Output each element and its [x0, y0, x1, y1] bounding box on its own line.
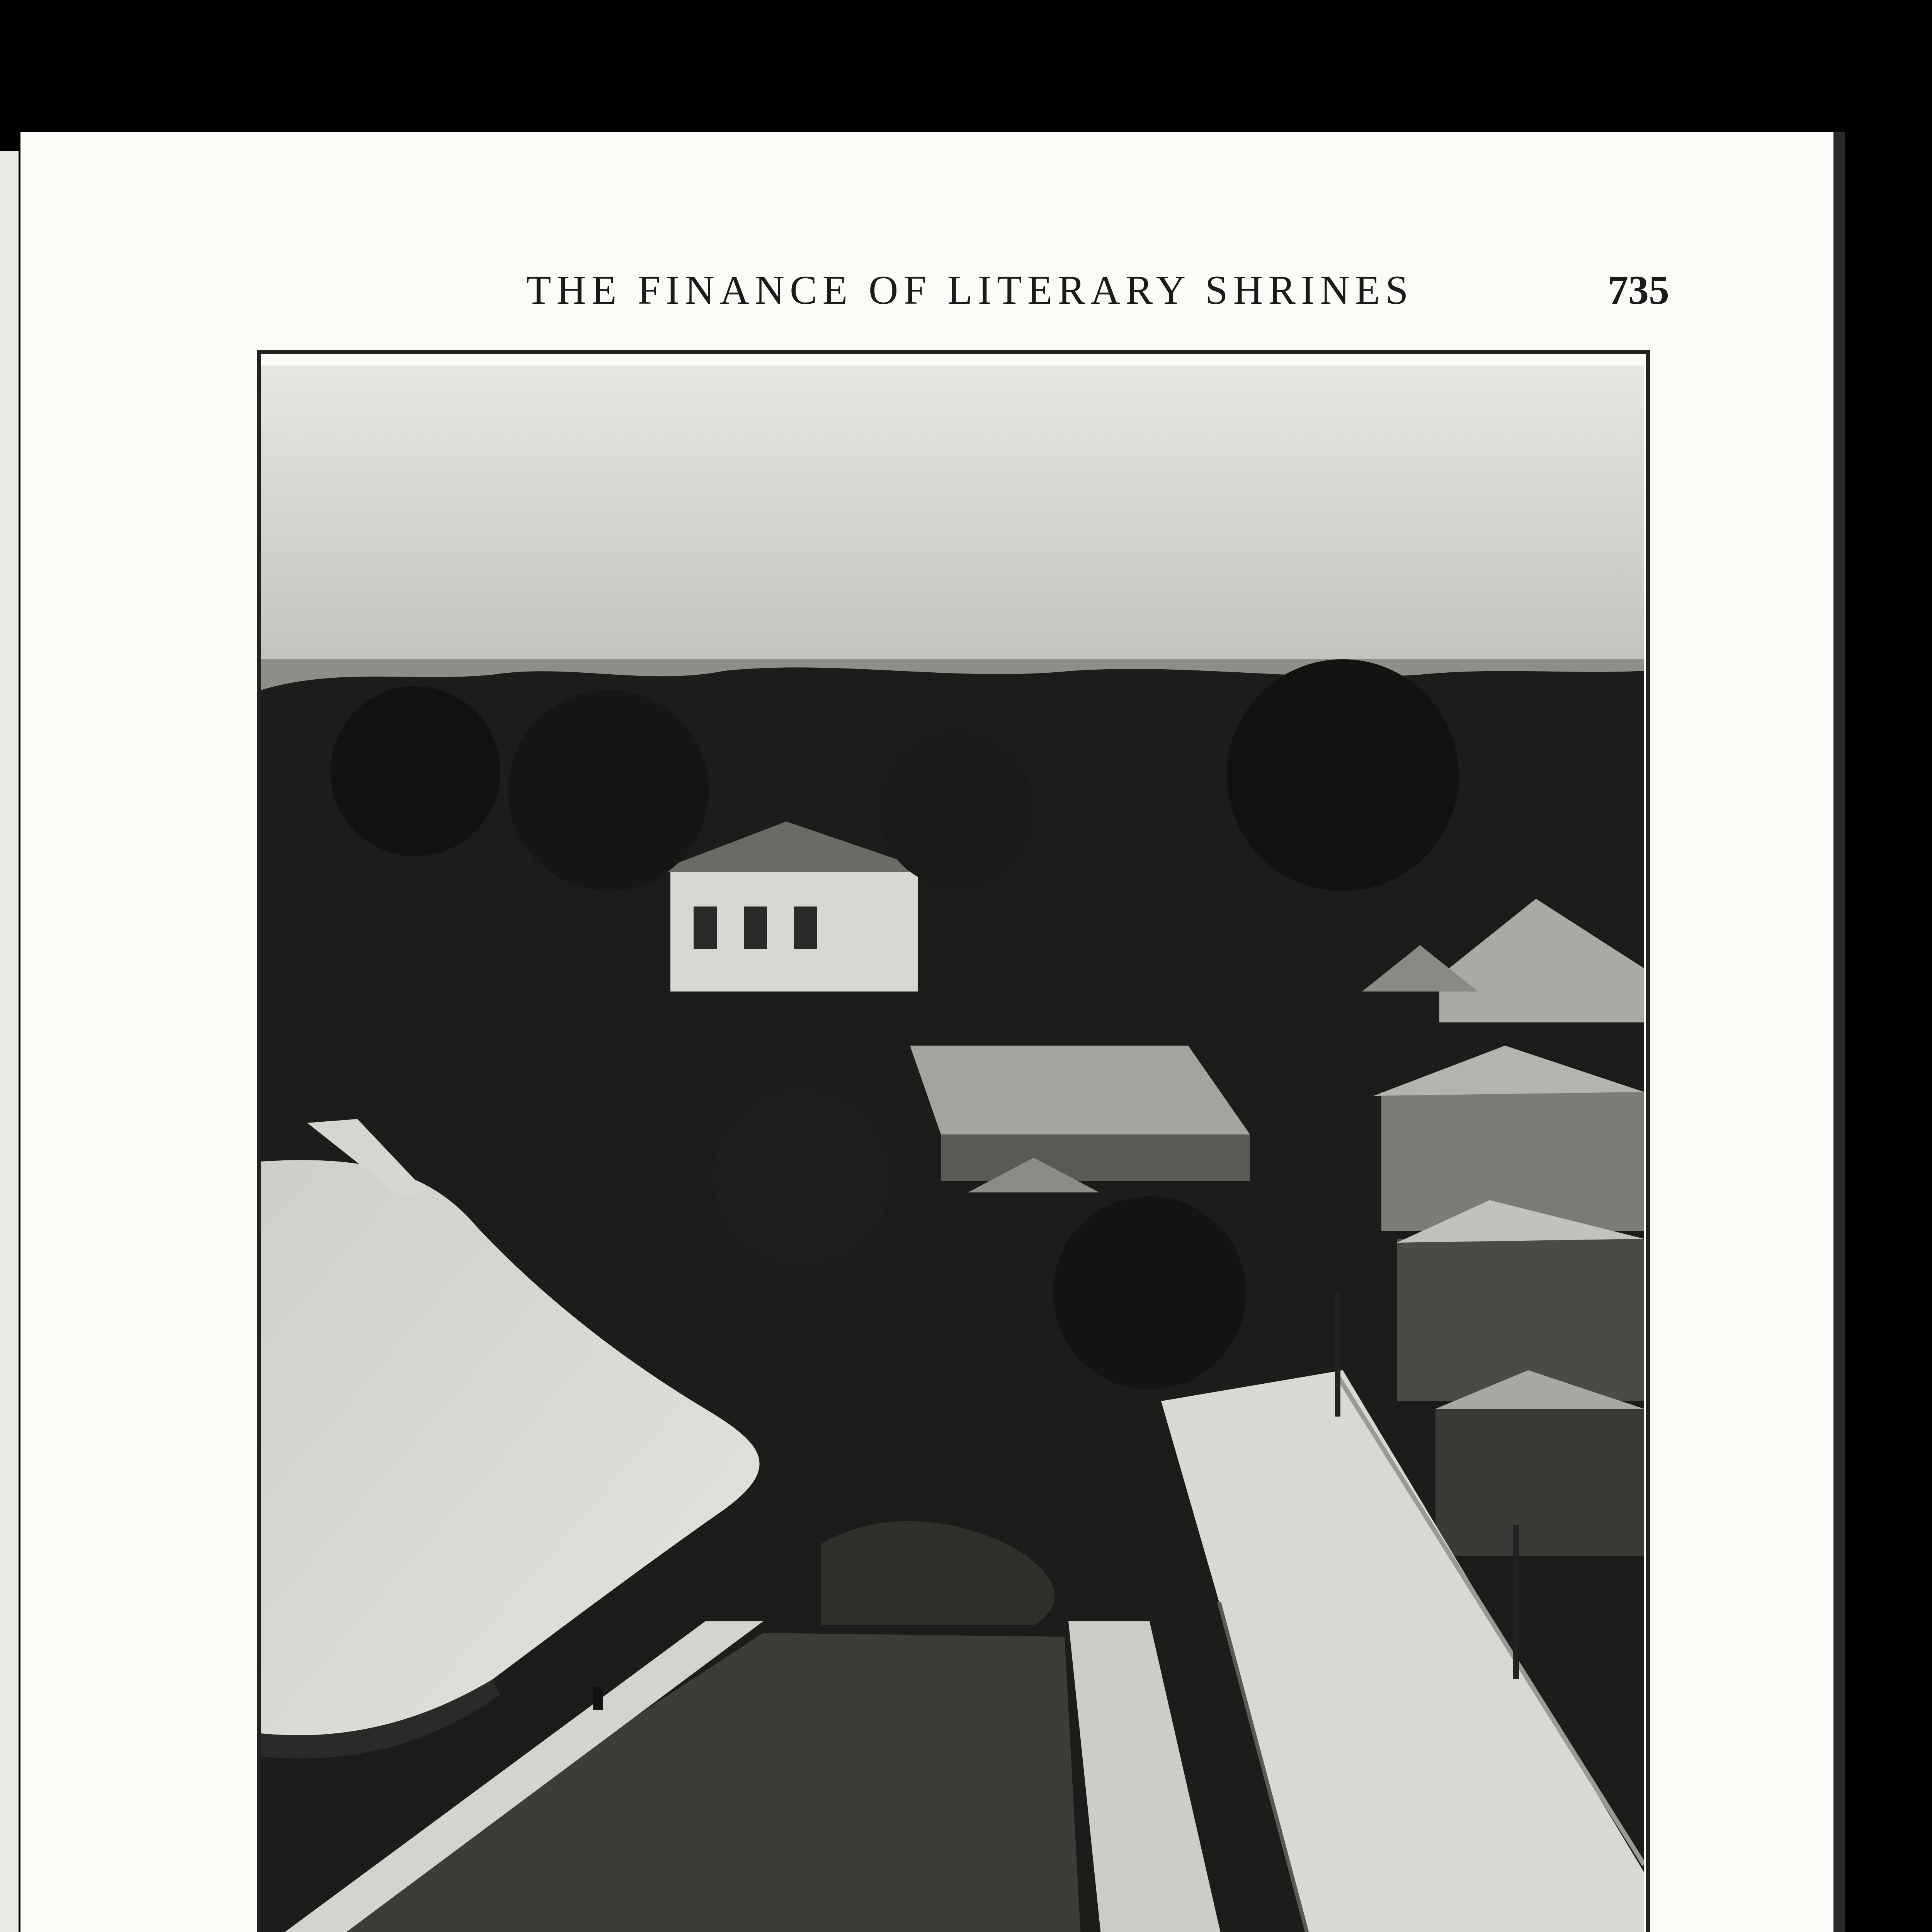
adjacent-page-edge	[0, 151, 19, 1932]
photo-frame	[257, 350, 1650, 1932]
stratford-aerial-photograph	[261, 366, 1644, 1932]
page-number: 735	[1608, 267, 1669, 313]
running-title: THE FINANCE OF LITERARY SHRINES	[526, 267, 1414, 313]
page-edge-shadow	[1833, 132, 1845, 1932]
